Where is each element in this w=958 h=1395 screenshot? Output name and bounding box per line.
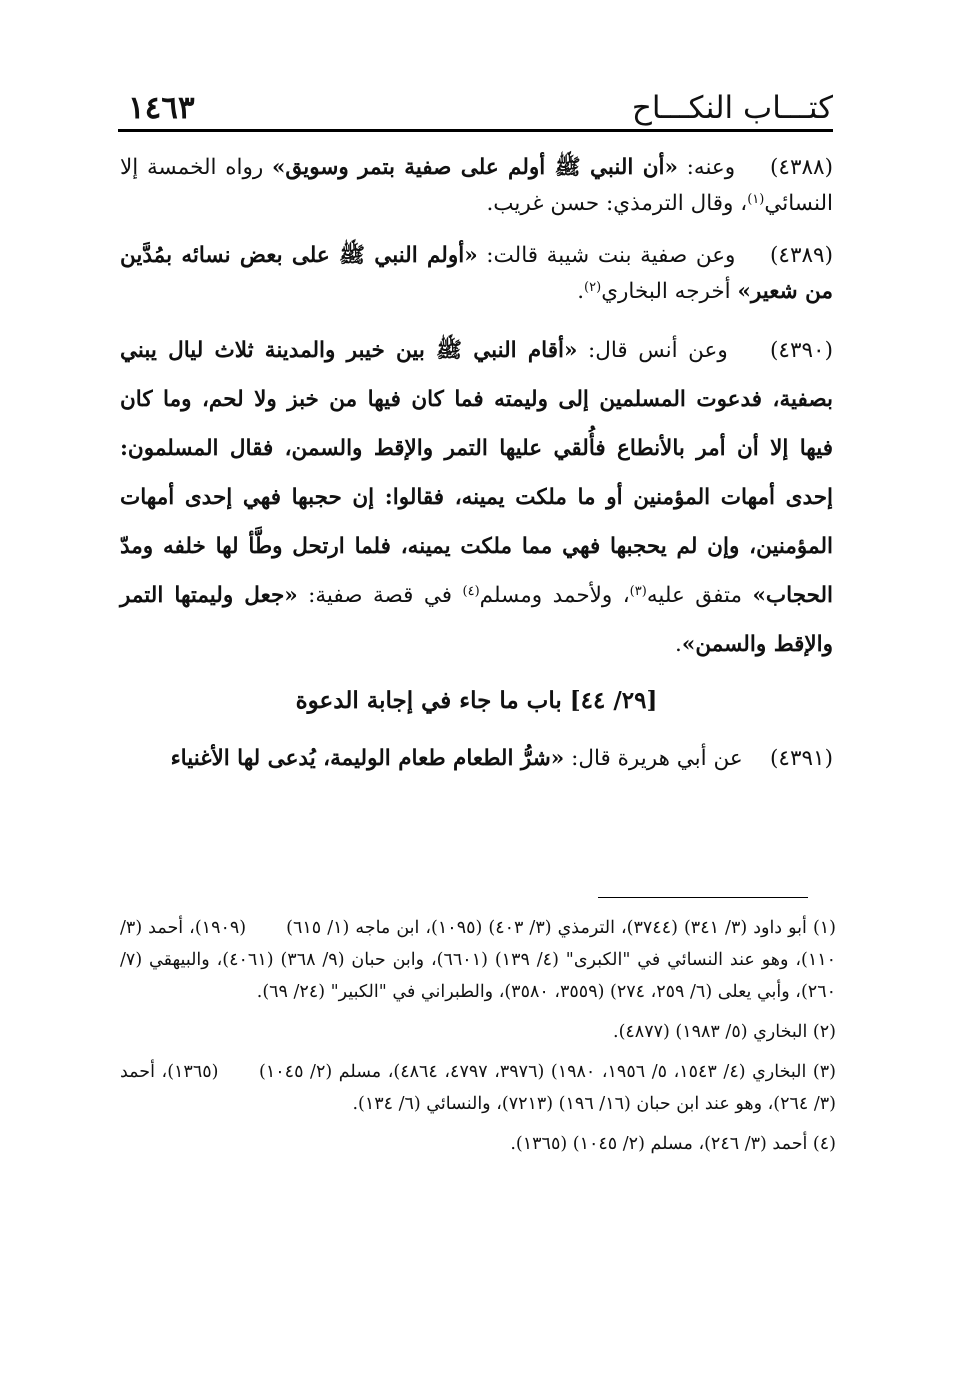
hadith-number: (٤٣٩٠) <box>770 338 833 363</box>
footnotes <box>120 912 836 1160</box>
hadith-end: . <box>577 279 585 304</box>
footnote-first-line: (٢) البخاري (٥/ ١٩٨٣) (٤٨٧٧). <box>613 1022 836 1042</box>
hadith-quote: «شرُّ الطعام طعام الوليمة، يُدعى لها الأغنياء <box>170 746 565 771</box>
hadith-source: متفق عليه <box>646 583 753 608</box>
footnote-ref: (٢) <box>584 280 602 295</box>
hadith-4389 <box>120 238 833 310</box>
hadith-quote-2: «جعل وليمتها التمر والإقط والسمن» <box>120 583 833 657</box>
footnote-ref: (١) <box>747 192 765 207</box>
hadith-intro: وعن أنس قال: <box>577 338 728 363</box>
footnote-first-line: (١) أبو داود (٣/ ٣٤١) (٣٧٤٤)، الترمذي (٣/ ٤٠٣) (١٠٩٥)، ابن ماجه (١/ ٦١٥) <box>286 918 836 938</box>
hadith-number: (٤٣٨٩) <box>770 243 833 268</box>
hadith-intro: عن أبي هريرة قال: <box>564 746 743 771</box>
header-rule <box>118 129 833 132</box>
hadith-source-2: ، ولأحمد ومسلم <box>479 583 630 608</box>
hadith-intro: وعنه: <box>677 155 736 180</box>
footnote-4 <box>120 1128 836 1160</box>
hadith-end: . <box>675 632 682 657</box>
footnote-2 <box>120 1016 836 1048</box>
hadith-4391 <box>120 739 833 779</box>
hadith-quote: «أن النبي ﷺ أولم على صفية بتمر وسويق» <box>271 155 678 180</box>
main-text <box>120 150 833 779</box>
footnote-continuation: (١٣٦٥)، أحمد (٣/ ٢٦٤)، وهو عند ابن حبان (١٦/ ١٩٦) (٧٢١٣)، والنسائي (٦/ ١٣٤). <box>120 1062 836 1114</box>
page-number: ١٤٦٣ <box>128 90 195 126</box>
footnote-first-line: (٣) البخاري (٤/ ١٥٤٣، ٥/ ١٩٥٦، ١٩٨٠) (٣٩٧٦، ٤٧٩٧، ٤٨٦٤)، مسلم (٢/ ١٠٤٥) <box>259 1062 836 1082</box>
hadith-quote: «أولم النبي ﷺ على بعض نسائه بمُدَّين من شعير» <box>120 243 833 304</box>
hadith-4390 <box>120 326 833 669</box>
section-heading: [٢٩/ ٤٤] باب ما جاء في إجابة الدعوة <box>295 687 658 714</box>
footnote-ref: (٤) <box>462 584 480 599</box>
hadith-4388 <box>120 150 833 222</box>
footnote-ref: (٣) <box>629 584 647 599</box>
footnote-first-line: (٤) أحمد (٣/ ٢٤٦)، مسلم (٢/ ١٠٤٥) (١٣٦٥). <box>510 1134 836 1154</box>
footnote-1 <box>120 912 836 1008</box>
footnote-3 <box>120 1056 836 1120</box>
hadith-intro: وعن صفية بنت شيبة قالت: <box>477 243 736 268</box>
footnote-continuation: (١٩٠٩)، أحمد (٣/ ١١٠)، وهو عند النسائي في "الكبرى" (٤/ ١٣٩) (٦٦٠١)، وابن حبان (٩/ ٣٦٨) (٤٠٦١)، والبيهقي (٧/ ٢٦٠)، وأبي يعلى (٦/ ٢٥٩، ٢٧٤) (٣٥٥٩، ٣٥٨٠)، والطبراني في "الكبير" (٢٤/ ٦٩). <box>120 918 837 1002</box>
hadith-source: رواه الخمسة إلا النسائي <box>120 155 833 216</box>
running-title: كتـــاب النكـــاح <box>631 90 833 126</box>
hadith-quote: «أقام النبي ﷺ بين خيبر والمدينة ثلاث ليال يبني بصفية، فدعوت المسلمين إلى وليمته فما كان فيها من خبز ولا لحم، وما كان فيها إلا أن أمر بالأنطاع فأُلقي عليها التمر والإقط والسمن، فقال المسلمون: إحدى أمهات المؤمنين أو ما ملكت يمينه، فقالوا: إن حجبها فهي إحدى أمهات المؤمنين، وإن لم يحجبها فهي مما ملكت يمينه، فلما ارتحل وطَّأ لها خلفه ومدّ الحجاب» <box>120 338 833 608</box>
footnote-separator <box>598 897 808 898</box>
hadith-source: أخرجه البخاري <box>601 279 738 304</box>
hadith-number: (٤٣٩١) <box>770 746 833 771</box>
page-header <box>128 88 833 128</box>
hadith-number: (٤٣٨٨) <box>770 155 833 180</box>
hadith-grading: ، وقال الترمذي: حسن غريب. <box>486 191 748 216</box>
hadith-intro-2: في قصة صفية: <box>297 583 463 608</box>
